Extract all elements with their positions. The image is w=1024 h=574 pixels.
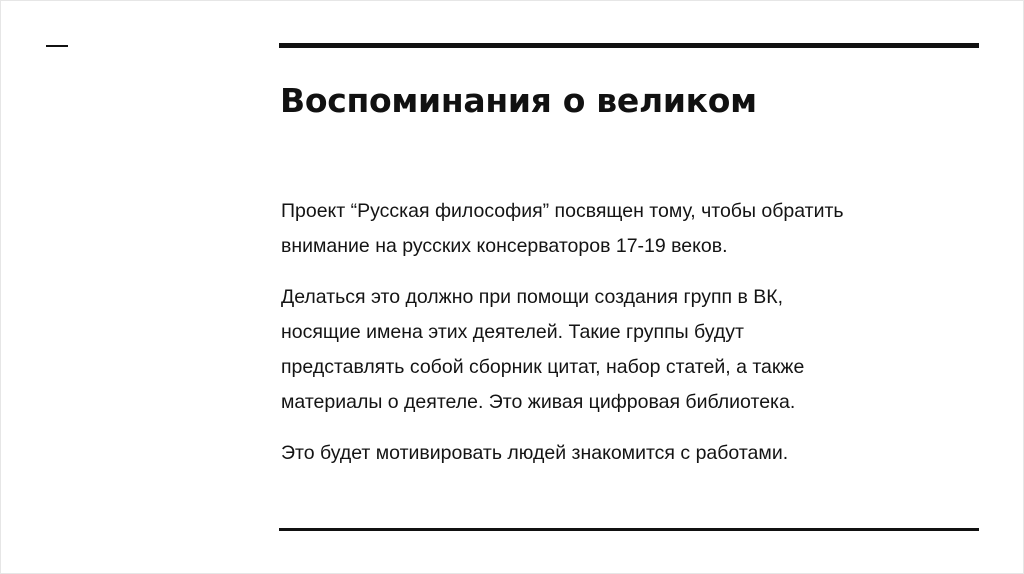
slide-title: Воспоминания о великом (280, 81, 757, 120)
paragraph-motivation (281, 436, 971, 471)
bottom-divider (279, 528, 979, 531)
paragraph-project (281, 194, 971, 264)
text-line: материалы о деятеле. Это живая цифровая библиотека. (281, 391, 796, 413)
corner-dash-decoration (46, 45, 68, 47)
top-divider (279, 43, 979, 48)
text-line: Проект “Русская философия” посвящен тому, чтобы обратить (281, 200, 844, 222)
text-line: Это будет мотивировать людей знакомится с работами. (281, 442, 789, 464)
paragraph-method (281, 280, 971, 420)
text-line: Делаться это должно при помощи создания групп в ВК, (281, 286, 784, 308)
text-line: носящие имена этих деятелей. Такие группы будут (281, 321, 744, 343)
text-line: внимание на русских консерваторов 17-19 веков. (281, 235, 728, 257)
slide-body (281, 194, 971, 487)
text-line: представлять собой сборник цитат, набор статей, а также (281, 356, 805, 378)
